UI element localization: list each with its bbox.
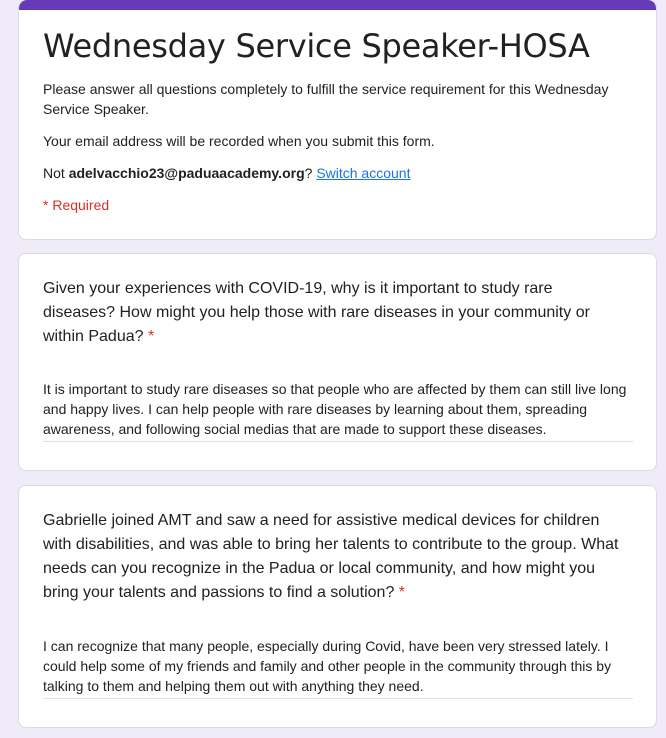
answer-textarea[interactable]: I can recognize that many people, especially during Covid, have been very stressed lately. I could help some of my friends and family and other people in the community through this by talking to them and helping them out with anything they need. — [43, 636, 633, 699]
email-notice: Your email address will be recorded when you submit this form. — [43, 133, 435, 149]
answer-textarea[interactable]: It is important to study rare diseases so that people who are affected by them can still live long and happy lives. I can help people with rare diseases by learning about them, spreading awareness, and following social medias that are made to support these diseases. — [43, 379, 633, 442]
form-header-card — [18, 0, 657, 240]
account-email: adelvacchio23@paduaacademy.org — [68, 165, 305, 181]
account-suffix: ? — [304, 165, 313, 181]
question-title — [43, 277, 626, 349]
accent-bar — [19, 0, 656, 10]
account-line — [43, 163, 634, 183]
question-text: Given your experiences with COVID-19, why is it important to study rare diseases? How might you help those with rare diseases in your community or within Padua? — [43, 280, 590, 345]
required-asterisk: * — [398, 584, 406, 601]
required-note: * Required — [43, 197, 110, 213]
question-card-2 — [18, 485, 657, 728]
account-prefix: Not — [43, 165, 69, 181]
question-title — [43, 509, 626, 605]
form-description: Please answer all questions completely to fulfill the service requirement for this Wednesday Service Speaker. — [43, 81, 609, 117]
form-title: Wednesday Service Speaker-HOSA — [43, 27, 590, 65]
question-text: Gabrielle joined AMT and saw a need for assistive medical devices for children with disabilities, and was able to bring her talents to contribute to the group. What needs can you recognize in the Padua or local community, and how might you bring your talents and passions to find a solution? — [43, 512, 619, 601]
switch-account-link[interactable]: Switch account — [316, 165, 411, 181]
question-card-1 — [18, 253, 657, 471]
required-asterisk: * — [147, 328, 155, 345]
